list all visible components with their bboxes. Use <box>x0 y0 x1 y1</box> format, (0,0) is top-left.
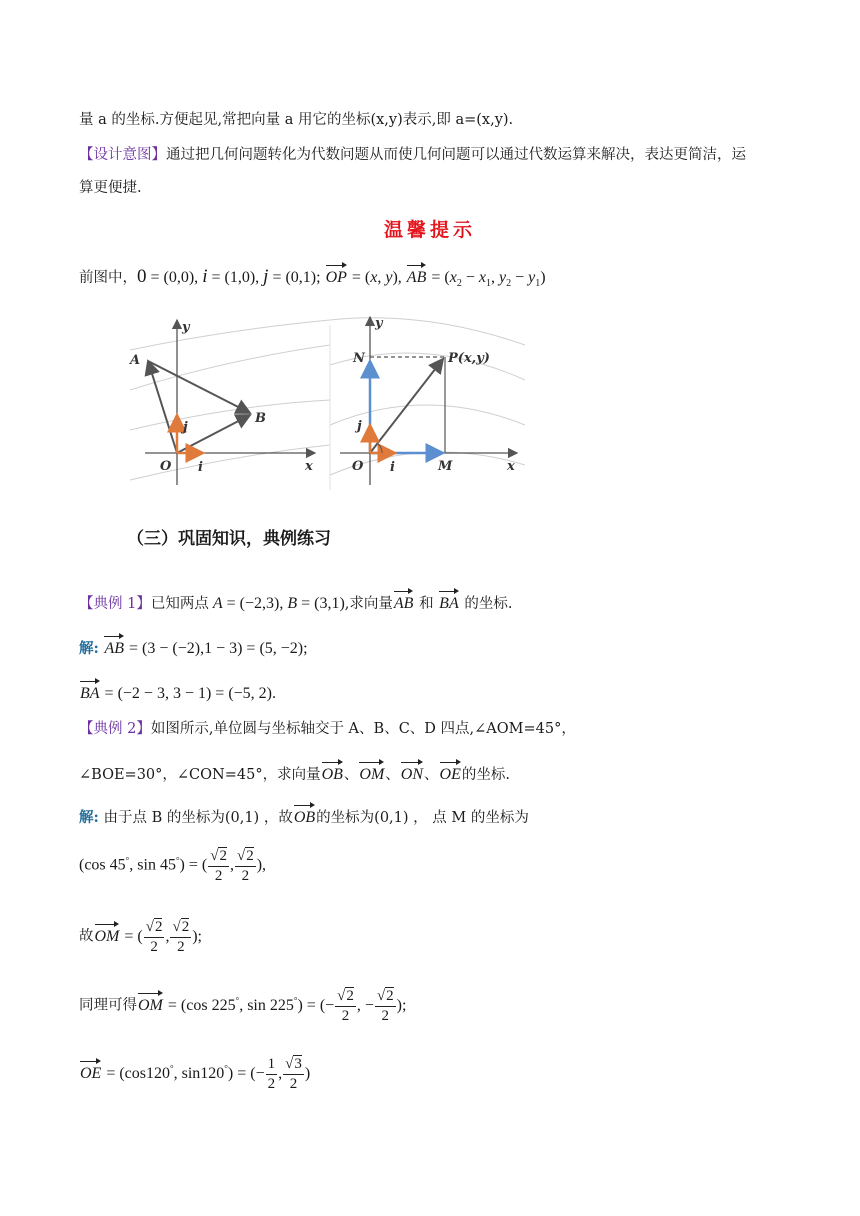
left-label-y: y <box>182 320 190 335</box>
left-label-B: B <box>255 411 266 426</box>
right-label-P: P(x,y) <box>448 351 490 366</box>
vector-OE-label: OE <box>440 759 461 785</box>
example-1-text-c: 的坐标. <box>464 596 513 612</box>
right-label-i: i <box>390 460 395 475</box>
vector-OP <box>370 359 443 453</box>
solution-2-OE-line: OE = (cos120°, sin120°) = (− $\frac{1}{2}$ , $\frac{√3}{2}$ ) <box>80 1056 311 1092</box>
right-label-y: y <box>375 316 383 331</box>
sep-2: 、 <box>385 767 400 783</box>
vector-AB <box>148 361 250 413</box>
vector-OM-label: OM <box>359 759 384 785</box>
left-label-x: x <box>305 459 313 474</box>
example-2-text-2a: ∠BOE=30°，∠CON=45°，求向量 <box>79 767 321 783</box>
solution-2-line-1 <box>79 802 529 828</box>
solution-2-text-2: 的坐标为(0,1) ， 点 M 的坐标为 <box>316 810 529 826</box>
sep-3: 、 <box>424 767 439 783</box>
vector-BA-label: BA <box>438 595 460 612</box>
tip-formula: 0 = (0,0), i = (1,0), j = (0,1); OP = (x, y), AB = ($x_2 - x_1$, $y_2 - y_1$) <box>137 269 546 286</box>
vector-OB-label: OB <box>322 759 343 785</box>
section-title: （三）巩固知识，典例练习 <box>127 529 331 549</box>
right-label-N: N <box>353 351 365 366</box>
tongli-text: 同理可得 <box>79 997 137 1014</box>
solution-2-text-1: 由于点 B 的坐标为(0,1) ，故 <box>103 810 293 826</box>
design-intent-line-2: 算更便捷. <box>79 180 142 196</box>
example-1-text-b: ,求向量 <box>344 596 393 612</box>
tip-prefix: 前图中， <box>79 270 137 286</box>
solution-1-label: 解: <box>79 640 99 657</box>
example-1-and: 和 <box>419 596 434 612</box>
example-2-line-2 <box>79 759 510 785</box>
vector-ON-label: ON <box>401 759 423 785</box>
example-2-text-1: 如图所示,单位圆与坐标轴交于 A、B、C、D 四点,∠AOM=45°， <box>150 721 576 737</box>
vector-OB-label-2: OB <box>294 802 315 828</box>
right-label-M: M <box>438 459 453 474</box>
tip-formula-line <box>79 262 546 294</box>
left-label-j: j <box>183 420 188 435</box>
vector-OA <box>148 361 177 453</box>
left-label-A: A <box>130 353 141 368</box>
solution-2-formula-M: (cos 45°, sin 45°) = ( $\frac{√2}{2}$ , $\frac{√2}{2}$ ), <box>79 848 267 884</box>
gu-text: 故 <box>79 928 94 945</box>
sep-1: 、 <box>343 767 359 783</box>
solution-1-formula-1: AB = (3 − (−2),1 − 3) = (5, −2); <box>103 640 307 657</box>
example-2-text-2b: 的坐标. <box>461 767 510 783</box>
vector-AB-label: AB <box>393 595 415 612</box>
example-1-points: A = (−2,3), B = (3,1) <box>212 595 345 612</box>
intro-line-1: 量 a 的坐标.方便起见,常把向量 a 用它的坐标(x,y)表示,即 a=(x,y). <box>79 112 514 128</box>
solution-2-OM-line: 故OM = ( $\frac{√2}{2}$ , $\frac{√2}{2}$ ); <box>79 919 202 955</box>
design-intent-text-1: 通过把几何问题转化为代数问题从而使几何问题可以通过代数运算来解决，表达更简洁，运 <box>166 147 746 163</box>
design-intent-line-1 <box>79 145 746 165</box>
tip-heading: 温馨提示 <box>383 219 476 241</box>
solution-1-line-1 <box>79 633 308 659</box>
coordinate-figure <box>125 305 525 490</box>
example-1-line <box>79 588 512 614</box>
solution-2-ON-line: 同理可得OM = (cos 225°, sin 225°) = (− $\frac{√2}{2}$ , − $\frac{√2}{2}$ ); <box>79 988 407 1024</box>
example-2-line-1 <box>79 719 576 739</box>
angle-arc <box>378 444 382 453</box>
right-label-O: O <box>352 459 364 474</box>
right-panel <box>340 316 517 485</box>
left-label-i: i <box>198 460 203 475</box>
example-1-text-a: 已知两点 <box>150 596 209 612</box>
solution-2-label: 解: <box>79 809 99 826</box>
vector-OB <box>177 415 250 453</box>
solution-1-formula-2: BA = (−2 − 3, 3 − 1) = (−5, 2). <box>79 685 276 702</box>
example-1-tag: 【典例 1】 <box>79 596 151 612</box>
design-intent-tag: 【设计意图】 <box>79 147 166 163</box>
solution-1-line-2 <box>79 678 276 704</box>
example-2-tag: 【典例 2】 <box>79 721 151 737</box>
right-label-j: j <box>357 419 362 434</box>
left-label-O: O <box>160 459 172 474</box>
right-label-x: x <box>507 459 515 474</box>
